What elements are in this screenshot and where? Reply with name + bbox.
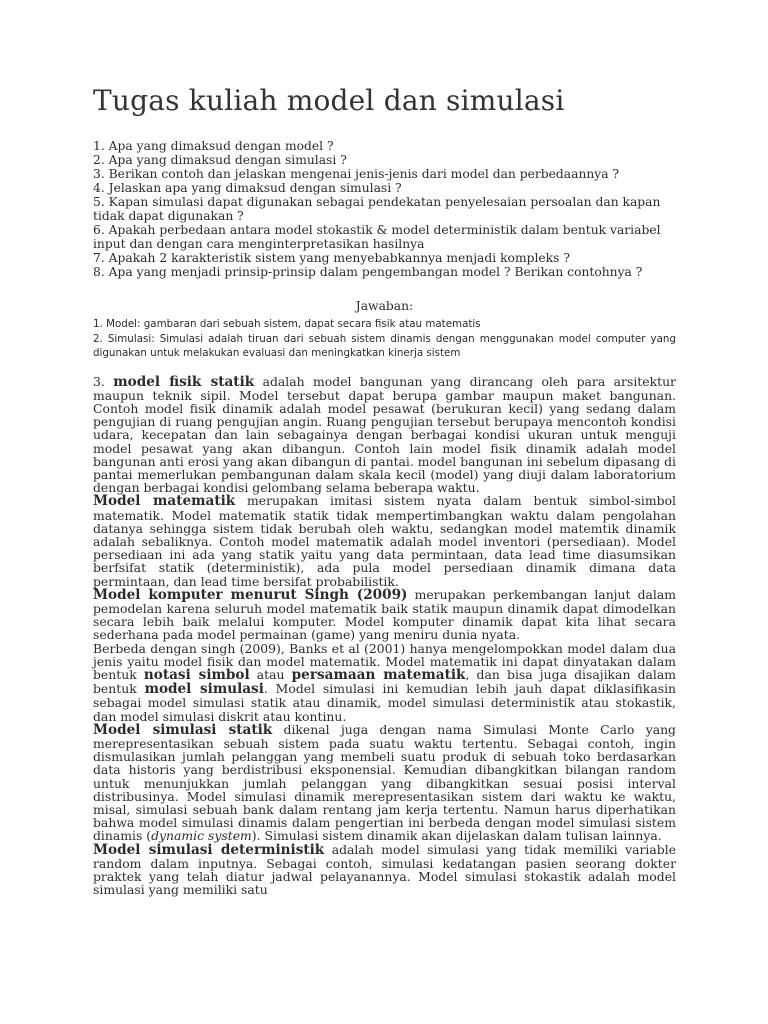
question-item: 5. Kapan simulasi dapat digunakan sebagai pendekatan penyelesaian persoalan dan kapan tidak dapat digunakan ? xyxy=(93,195,661,223)
answer-item: 2. Simulasi: Simulasi adalah tiruan dari sebuah sistem dinamis dengan menggunakan model computer yang digunakan untuk melakukan evaluasi dan meningkatkan kinerja sistem xyxy=(93,332,676,359)
paragraph-text: atau xyxy=(249,666,292,682)
term-bold: model simulasi xyxy=(144,681,264,698)
term-bold: persamaan matematik xyxy=(291,666,466,683)
answer-body xyxy=(93,375,676,897)
paragraph-text: merupakan imitasi sistem nyata dalam bentuk simbol-simbol matematik. Model matematik statik tidak mempertimbangkan waktu dalam pengolahan datanya sehingga sistem tidak berubah oleh waktu, sedangkan model matemtik dinamik adalah sebaliknya. Contoh model matematik adalah model inventori (persediaan). Model persediaan ini ada yang statik yaitu yang data permintaan, data lead time diasumsikan berfsifat statik (deterministik), ada pula model persediaan dinamik dimana data permintaan, dan lead time bersifat probabilistik. xyxy=(93,493,676,589)
term-bold: model fisik statik xyxy=(113,373,255,390)
question-list xyxy=(93,139,676,279)
paragraph-text: Berbeda dengan singh (2009), Banks et al (2001) hanya mengelompokkan model dalam dua jenis yaitu model fisik dan model matematik. Model matematik ini dapat dinyatakan dalam bentuk xyxy=(93,640,676,682)
paragraph-model-fisik xyxy=(93,375,676,495)
question-item: 1. Apa yang dimaksud dengan model ? xyxy=(93,139,334,153)
paragraph-number: 3. xyxy=(93,373,114,389)
term-italic: dynamic system xyxy=(151,828,252,844)
term-bold: Model komputer menurut Singh (2009) xyxy=(93,586,408,603)
question-item: 7. Apakah 2 karakteristik sistem yang menyebabkannya menjadi kompleks ? xyxy=(93,251,570,265)
question-item: 8. Apa yang menjadi prinsip-prinsip dalam pengembangan model ? Berikan contohnya ? xyxy=(93,265,643,279)
paragraph-text: ). Simulasi sistem dinamik akan dijelaskan dalam tulisan lainnya. xyxy=(251,828,662,844)
paragraph-model-matematik xyxy=(93,494,676,587)
paragraph-text: merupakan perkembangan lanjut dalam pemodelan karena seluruh model matematik baik statik maupun dinamik dapat dimodelkan secara lebih baik melalui komputer. Model komputer dinamik dapat kita lihat secara sederhana pada model permainan (game) yang meniru dunia nyata. xyxy=(93,586,676,643)
answer-item: 1. Model: gambaran dari sebuah sistem, dapat secara fisik atau matematis xyxy=(93,318,481,330)
question-item: 2. Apa yang dimaksud dengan simulasi ? xyxy=(93,153,347,167)
paragraph-text: . Model simulasi ini kemudian lebih jauh dapat diklasifikasin sebagai model simulasi statik atau dinamik, model simulasi deterministik atau stokastik, dan model simulasi diskrit atau kontinu. xyxy=(93,681,677,724)
paragraph-text: , dan bisa juga disajikan dalam bentuk xyxy=(93,666,676,697)
paragraph-simulasi-statik xyxy=(93,723,676,843)
paragraph-text: dikenal juga dengan nama Simulasi Monte Carlo yang merepresentasikan sebuah sistem pada suatu waktu tertentu. Sebagai contoh, ingin dismulasikan jumlah pelanggan yang membeli suatu produk di sebuah toko berdasarkan data historis yang berdistribusi eksponensial. Kemudian dibangkitkan bilangan random untuk menunjukkan jumlah pelanggan yang dibangkitkan sesuai posisi interval distribusinya. Model simulasi dinamik merepresentasikan sistem dari waktu ke waktu, misal, simulasi sebuah bank dalam rentang jam kerja tertentu. Namun harus diperhatikan bahwa model simulasi dinamis dalam pengertian ini berbeda dengan model simulasi sistem dinamis ( xyxy=(93,721,676,844)
paragraph-text: adalah model bangunan yang dirancang oleh para arsitektur maupun teknik sipil. Model tersebut dapat berupa gambar maupun maket bangunan. Contoh model fisik dinamik adalah model pesawat (berukuran kecil) yang sedang dalam pengujian di ruang pengujian angin. Ruang pengujian tersebut berupaya mencontoh kondisi udara, kecepatan dan lain sebagainya dengan berbagai kondisi ukuran untuk menguji model pesawat yang akan dibangun. Contoh lain model fisik dinamik adalah model bangunan anti erosi yang akan dibangun di pantai. model bangunan ini sebelum dipasang di pantai memerlukan pembangunan dalam skala kecil (model) yang diuji dalam laboratorium dengan berbagai kondisi gelombang selama beberapa waktu. xyxy=(93,373,676,496)
paragraph-text: adalah model simulasi yang tidak memiliki variable random dalam inputnya. Sebagai contoh, simulasi kedatangan pasien seorang dokter praktek yang telah diatur jadwal pelayanannya. Model simulasi stokastik adalah model simulasi yang memiliki satu xyxy=(93,841,676,898)
paragraph-simulasi-deterministik xyxy=(93,843,676,897)
question-item: 4. Jelaskan apa yang dimaksud dengan simulasi ? xyxy=(93,181,402,195)
term-bold: Model simulasi deterministik xyxy=(93,841,325,858)
short-answers xyxy=(93,317,676,361)
paragraph-model-komputer xyxy=(93,588,676,642)
question-item: 6. Apakah perbedaan antara model stokastik & model deterministik dalam bentuk variabel input dan dengan cara menginterpretasikan hasilnya xyxy=(93,223,661,251)
question-item: 3. Berikan contoh dan jelaskan mengenai jenis-jenis dari model dan perbedaannya ? xyxy=(93,167,620,181)
term-bold: notasi simbol xyxy=(143,666,250,683)
paragraph-banks xyxy=(93,642,676,723)
term-bold: Model matematik xyxy=(93,493,236,510)
term-bold: Model simulasi statik xyxy=(93,721,273,738)
document-title: Tugas kuliah model dan simulasi xyxy=(93,84,565,117)
answers-heading: Jawaban: xyxy=(355,299,414,313)
